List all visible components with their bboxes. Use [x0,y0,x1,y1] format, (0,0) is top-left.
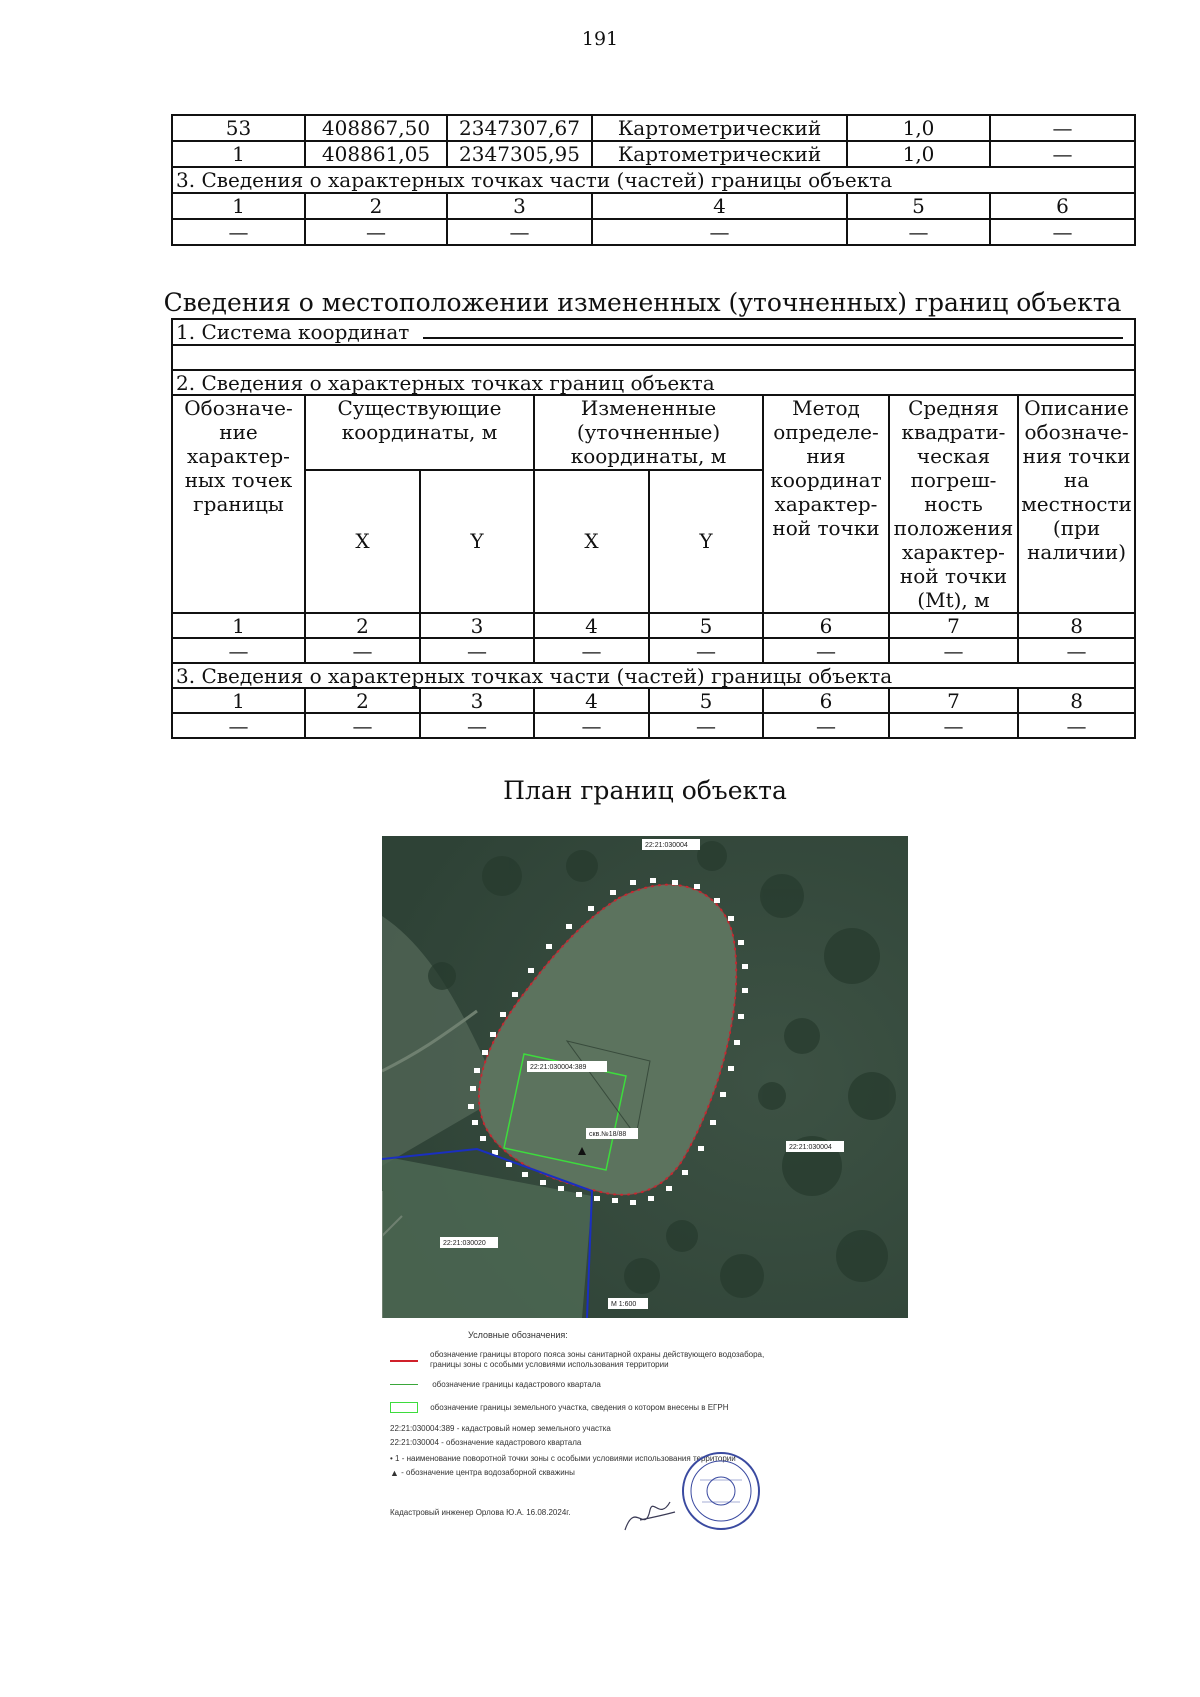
section-title: 3. Сведения о характерных точках части (частей) границы объекта [172,663,1135,688]
table-row [172,141,1135,167]
legend-text: обозначение границы кадастрового квартала [432,1380,601,1389]
cell: 2347307,67 [447,115,592,141]
map-legend [390,1330,910,1570]
cell: — [447,219,592,245]
header-y: Y [420,470,534,613]
cell: 5 [649,688,763,713]
coord-system-cell [172,319,1135,345]
section-title: 2. Сведения о характерных точках границ объекта [172,370,1135,395]
legend-item-well [390,1468,575,1478]
cell: 1,0 [847,115,990,141]
cell: — [420,713,534,738]
legend-cad-quarter: 22:21:030004 - обозначение кадастрового квартала [390,1438,582,1447]
cell: 1 [172,688,305,713]
signature [620,1490,680,1540]
header-method: Метод определе- ния координат характер- ной точки [763,395,889,613]
section-title-row [172,663,1135,688]
cell: — [847,219,990,245]
cell: — [763,713,889,738]
section-heading: Сведения о местоположении измененных (уточненных) границ объекта [163,288,1122,317]
header-y: Y [649,470,763,613]
cell: — [172,219,305,245]
cell: 4 [534,688,649,713]
parcel-swatch [390,1402,418,1413]
cell: 7 [889,688,1018,713]
cell: Картометрический [592,115,847,141]
cell: 2347305,95 [447,141,592,167]
engineer-signature-line: Кадастровый инженер Орлова Ю.А. 16.08.2024г. [390,1508,571,1517]
cell: 7 [889,613,1018,638]
coord-system-label: 1. Система координат [176,320,410,344]
cell: 5 [649,613,763,638]
cell: 6 [763,613,889,638]
quarter-label-top: 22:21:030004 [645,842,688,849]
blank-row [172,345,1135,370]
cell: — [990,219,1135,245]
header-error: Средняя квадрати- ческая погреш- ность положения характер- ной точки (Mt), м [889,395,1018,613]
column-number-row [172,688,1135,713]
header-x: X [305,470,420,613]
cell: — [649,713,763,738]
cell: 8 [1018,613,1135,638]
well-label: скв.№18/88 [589,1131,627,1138]
cell: — [649,638,763,663]
cell: — [1018,638,1135,663]
legend-text: - обозначение центра водозаборной скважины [401,1468,575,1478]
cell: — [990,115,1135,141]
legend-item-zone [390,1350,765,1369]
well-icon: ▲ [390,1468,399,1478]
cell: — [305,638,420,663]
cell: — [305,713,420,738]
cell: 4 [592,193,847,219]
section-title-row [172,167,1135,193]
cell: — [420,638,534,663]
cell: 5 [847,193,990,219]
quarter-line-swatch [390,1384,418,1385]
cell: 53 [172,115,305,141]
cell: 2 [305,613,420,638]
column-number-row [172,613,1135,638]
cell: 6 [990,193,1135,219]
legend-cad-number: 22:21:030004:389 - кадастровый номер земельного участка [390,1424,611,1433]
map-scale: М 1:600 [611,1301,637,1308]
cell: 8 [1018,688,1135,713]
cell: — [534,713,649,738]
cell: — [534,638,649,663]
table-row [172,219,1135,245]
cell: 6 [763,688,889,713]
cell: — [889,638,1018,663]
cell: — [1018,713,1135,738]
cell: — [763,638,889,663]
section-title-row [172,370,1135,395]
blank-cell [172,345,1135,370]
boundary-plan-map [382,836,908,1318]
cell: 3 [447,193,592,219]
legend-text: обозначение границы второго пояса зоны санитарной охраны действующего водозабора, [430,1350,765,1359]
zone-line-swatch [390,1360,418,1362]
legend-text: границы зоны с особыми условиями использования территории [430,1360,669,1369]
table-row [172,713,1135,738]
section-title: 3. Сведения о характерных точках части (частей) границы объекта [172,167,1135,193]
plan-title: План границ объекта [503,776,787,805]
parcel-label: 22:21:030004:389 [530,1064,587,1071]
cell: 1 [172,193,305,219]
cell: — [990,141,1135,167]
cell: — [172,638,305,663]
quarter-label-left: 22:21:030020 [443,1240,486,1247]
coordinates-continuation-table [171,114,1136,246]
legend-title: Условные обозначения: [468,1330,568,1340]
cell: 3 [420,613,534,638]
legend-item-quarter [390,1380,601,1389]
table-row [172,638,1135,663]
header-x: X [534,470,649,613]
cell: 2 [305,193,447,219]
legend-point: • 1 - наименование поворотной точки зоны с особыми условиями использования территории [390,1454,736,1463]
cell: 1,0 [847,141,990,167]
cell: — [305,219,447,245]
header-existing-coords: Существующие координаты, м [305,395,534,470]
coord-system-row [172,319,1135,345]
cell: 408861,05 [305,141,447,167]
cell: 3 [420,688,534,713]
coord-system-blank-line [423,323,1123,339]
header-row [172,395,1135,470]
header-point-id: Обозначе- ние характер- ных точек границы [172,395,305,613]
legend-item-parcel [390,1402,728,1413]
column-number-row [172,193,1135,219]
changed-boundaries-table [171,318,1136,739]
table-row [172,115,1135,141]
cell: 2 [305,688,420,713]
header-changed-coords: Измененные (уточненные) координаты, м [534,395,763,470]
legend-text: обозначение границы земельного участка, сведения о котором внесены в ЕГРН [430,1402,729,1412]
cell: 1 [172,141,305,167]
cell: 1 [172,613,305,638]
cell: — [592,219,847,245]
cell: — [172,713,305,738]
quarter-label-right: 22:21:030004 [789,1144,832,1151]
official-seal [680,1450,762,1532]
header-description: Описание обозначе- ния точки на местности (при наличии) [1018,395,1135,613]
cell: 408867,50 [305,115,447,141]
cell: 4 [534,613,649,638]
page-number: 191 [581,28,619,50]
cell: Картометрический [592,141,847,167]
cell: — [889,713,1018,738]
